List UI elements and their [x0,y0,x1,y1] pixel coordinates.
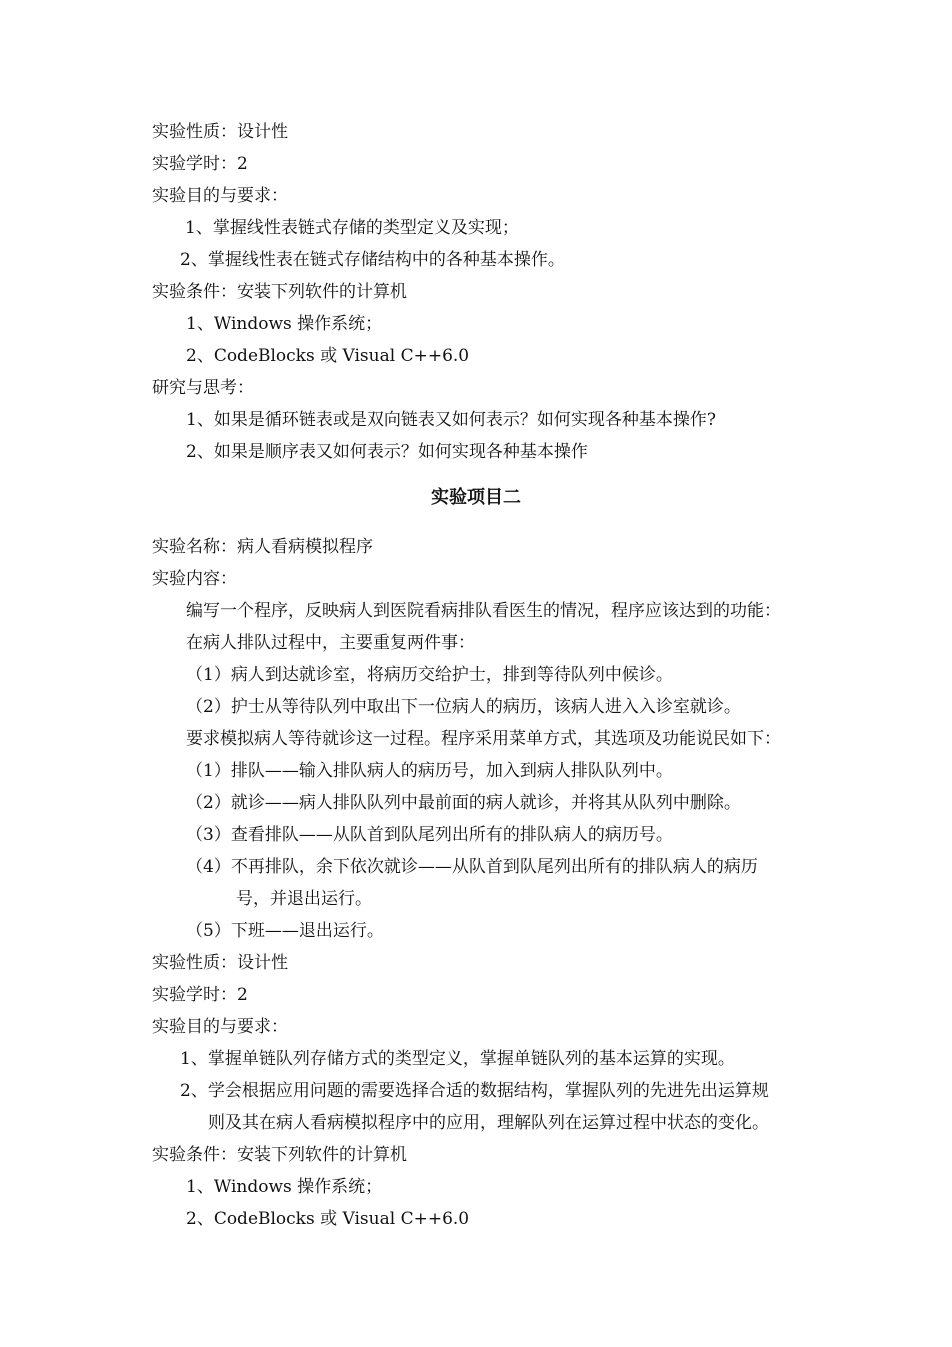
menu-item: （1）排队——输入排队病人的病历号，加入到病人排队队列中。 [186,761,673,781]
experiment-nature: 实验性质：设计性 [152,953,288,973]
menu-item: （2）就诊——病人排队队列中最前面的病人就诊，并将其从队列中删除。 [186,793,741,813]
goals-label: 实验目的与要求： [152,186,288,206]
conditions-label: 实验条件：安装下列软件的计算机 [152,282,407,302]
experiment-hours: 实验学时：2 [152,985,248,1005]
condition-item: 2、CodeBlocks 或 Visual C++6.0 [186,1209,470,1229]
goal-item: 2、学会根据应用问题的需要选择合适的数据结构，掌握队列的先进先出运算规 [180,1081,769,1101]
experiment-hours: 实验学时：2 [152,154,248,174]
goal-item: 1、掌握线性表链式存储的类型定义及实现； [185,218,519,238]
section-title: 实验项目二 [431,487,521,508]
research-item: 1、如果是循环链表或是双向链表又如何表示？如何实现各种基本操作? [186,410,716,430]
conditions-label: 实验条件：安装下列软件的计算机 [152,1145,407,1165]
goals-label: 实验目的与要求： [152,1017,288,1037]
experiment-name: 实验名称：病人看病模拟程序 [152,537,373,557]
goal-item: 2、掌握线性表在链式存储结构中的各种基本操作。 [180,250,565,270]
menu-intro: 要求模拟病人等待就诊这一过程。程序采用菜单方式，其选项及功能说民如下： [186,729,781,749]
content-label: 实验内容： [152,569,237,589]
research-item: 2、如果是顺序表又如何表示？如何实现各种基本操作 [186,442,588,462]
experiment-nature: 实验性质：设计性 [152,122,288,142]
event-item: （2）护士从等待队列中取出下一位病人的病历，该病人进入入诊室就诊。 [186,697,741,717]
menu-item-continued: 号，并退出运行。 [236,889,372,909]
menu-item: （4）不再排队，余下依次就诊——从队首到队尾列出所有的排队病人的病历 [186,857,758,877]
goal-item: 1、掌握单链队列存储方式的类型定义，掌握单链队列的基本运算的实现。 [180,1049,735,1069]
content-paragraph: 编写一个程序，反映病人到医院看病排队看医生的情况，程序应该达到的功能： [186,601,781,621]
menu-item: （5）下班——退出运行。 [186,921,384,941]
research-label: 研究与思考： [152,378,254,398]
menu-item: （3）查看排队——从队首到队尾列出所有的排队病人的病历号。 [186,825,673,845]
condition-item: 2、CodeBlocks 或 Visual C++6.0 [186,346,470,366]
goal-item-continued: 则及其在病人看病模拟程序中的应用，理解队列在运算过程中状态的变化。 [208,1113,769,1133]
condition-item: 1、Windows 操作系统； [186,314,383,334]
condition-item: 1、Windows 操作系统； [186,1177,383,1197]
event-item: （1）病人到达就诊室，将病历交给护士，排到等待队列中候诊。 [186,665,673,685]
content-paragraph: 在病人排队过程中，主要重复两件事： [186,633,475,653]
